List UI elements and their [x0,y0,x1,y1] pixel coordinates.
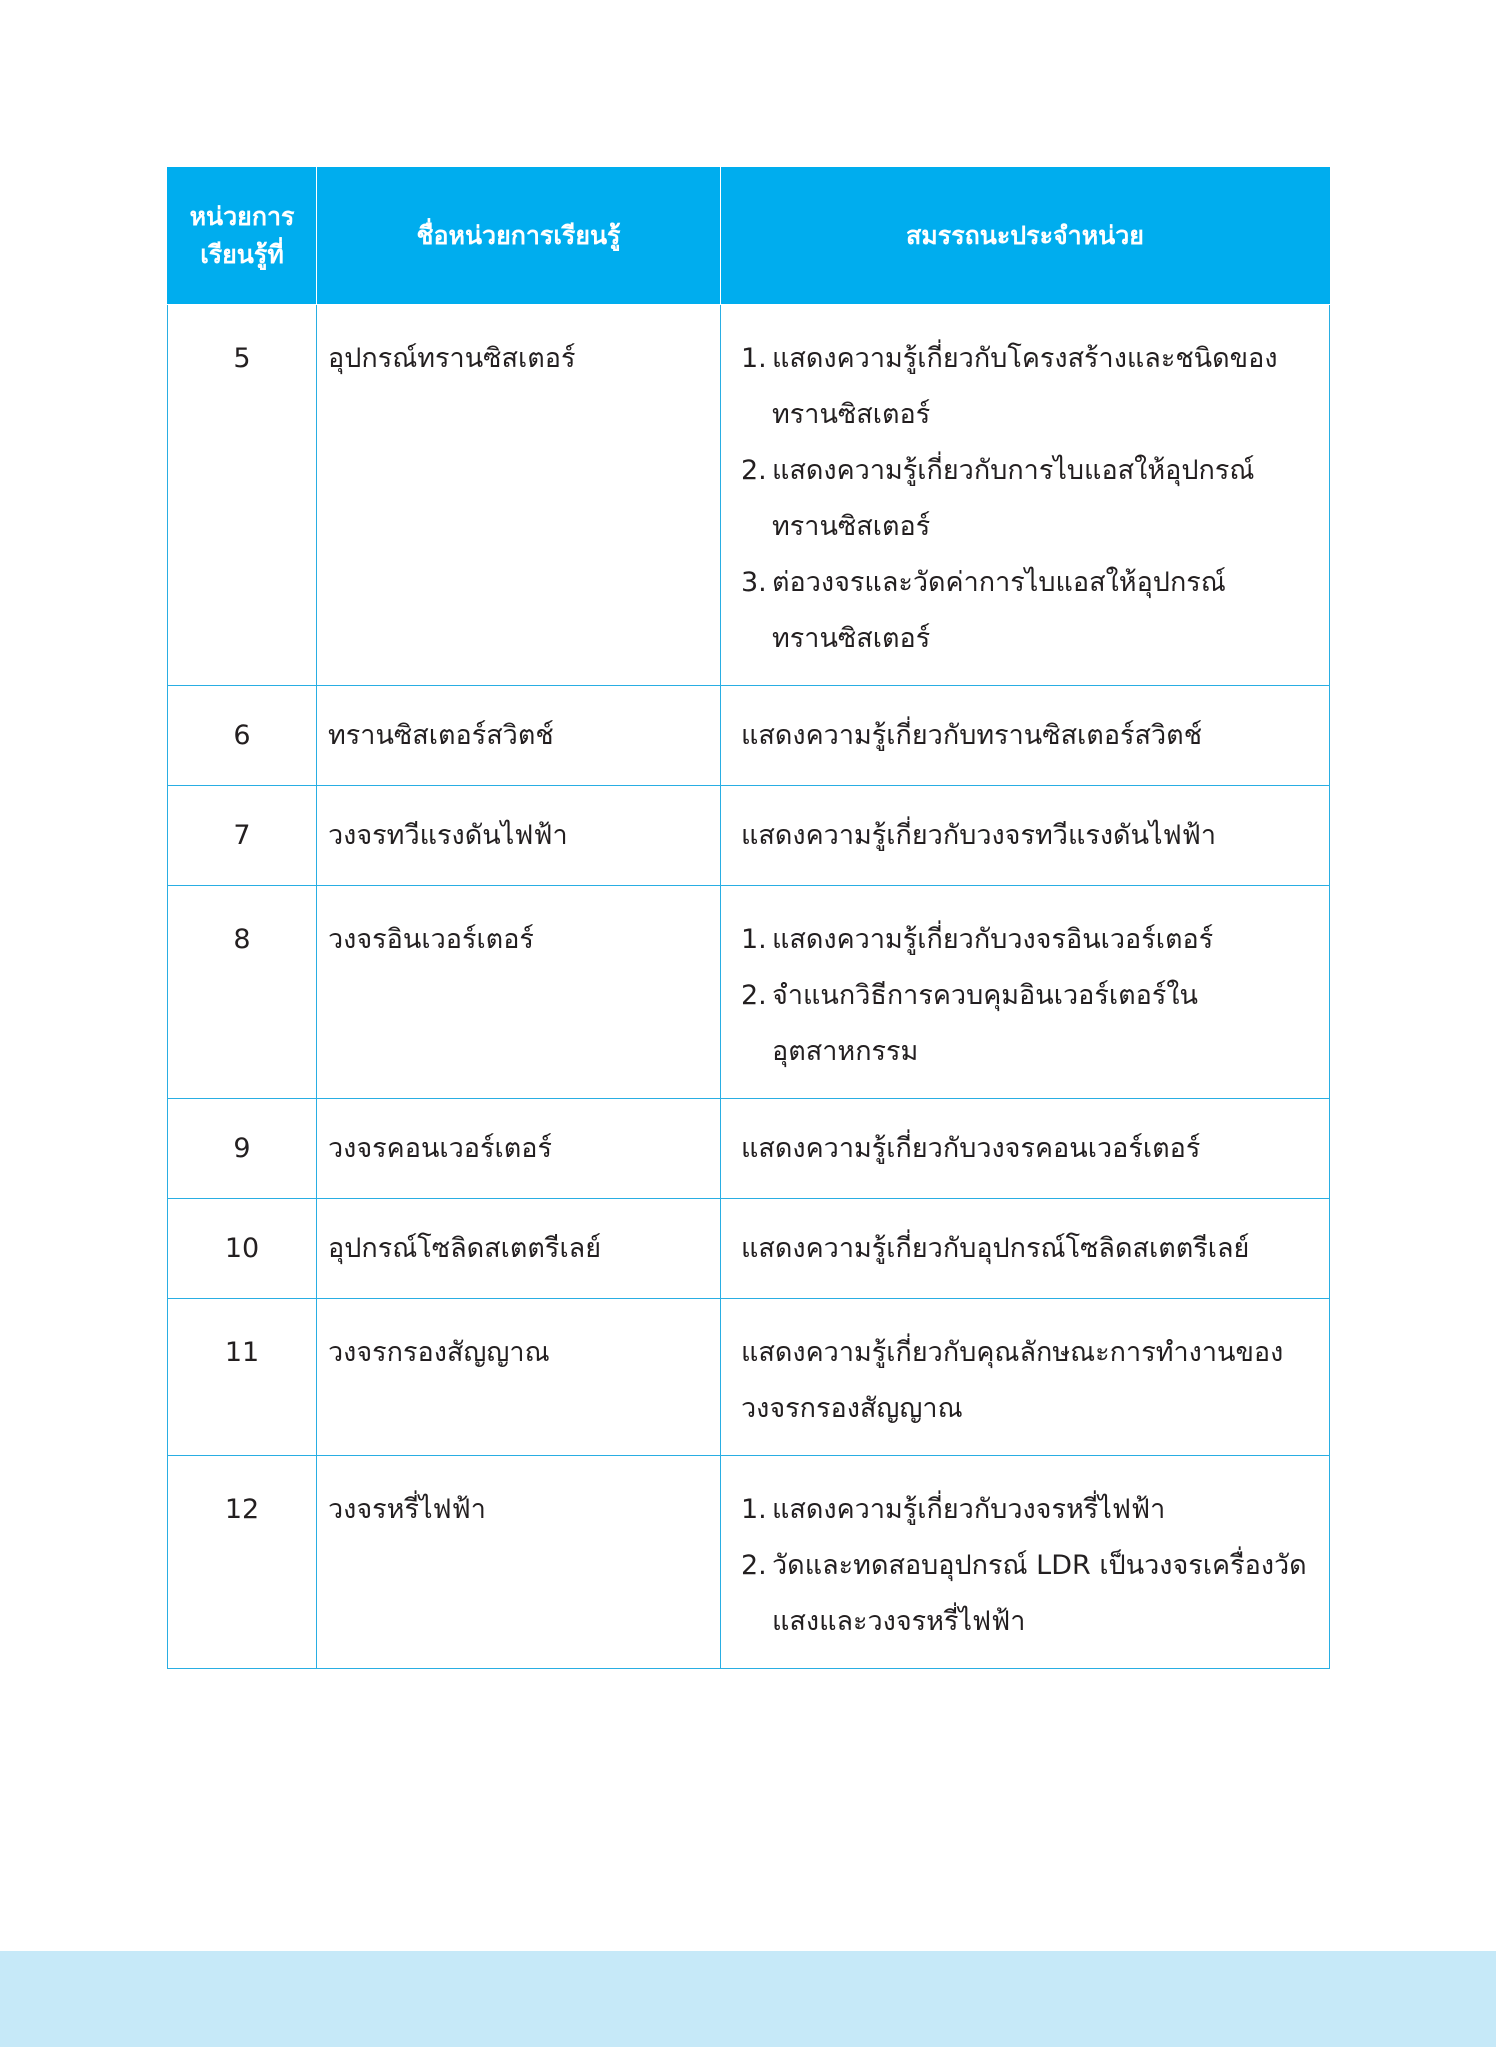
unit-name-cell: วงจรอินเวอร์เตอร์ [317,886,721,1099]
header-competency: สมรรถนะประจำหน่วย [721,168,1330,305]
competency-item-number: 3. [741,567,767,598]
competency-table [167,167,1330,1669]
table-header [168,168,1330,305]
competency-item [741,1121,1319,1177]
competency-item-text: วัดและทดสอบอุปกรณ์ LDR เป็นวงจรเครื่องวัดแสงและวงจรหรี่ไฟฟ้า [772,1550,1307,1637]
unit-number-cell: 7 [168,786,317,886]
competency-item-number: 2. [741,980,767,1011]
competency-item [741,708,1319,764]
competency-item-number: 2. [741,455,767,486]
competency-item-text: แสดงความรู้เกี่ยวกับคุณลักษณะการทำงานของวงจรกรองสัญญาณ [741,1337,1284,1424]
table-row [168,886,1330,1099]
table-row [168,1299,1330,1456]
competency-cell [721,1456,1330,1669]
competency-item-text: แสดงความรู้เกี่ยวกับวงจรคอนเวอร์เตอร์ [741,1132,1201,1164]
unit-number-cell: 8 [168,886,317,1099]
competency-item-number: 1. [741,343,767,374]
unit-number-cell: 10 [168,1199,317,1299]
competency-item [741,1325,1319,1437]
unit-number-cell: 11 [168,1299,317,1456]
unit-name-cell: อุปกรณ์ทรานซิสเตอร์ [317,305,721,686]
unit-number-cell: 5 [168,305,317,686]
unit-name-cell: วงจรคอนเวอร์เตอร์ [317,1099,721,1199]
header-row [168,168,1330,305]
competency-item-text: แสดงความรู้เกี่ยวกับวงจรอินเวอร์เตอร์ [772,924,1214,955]
unit-number-cell: 12 [168,1456,317,1669]
competency-cell [721,1299,1330,1456]
competency-item-text: แสดงความรู้เกี่ยวกับวงจรหรี่ไฟฟ้า [772,1494,1166,1525]
table-body [168,305,1330,1669]
table-row [168,1456,1330,1669]
unit-number-cell: 6 [168,686,317,786]
table-row [168,686,1330,786]
competency-item-text: แสดงความรู้เกี่ยวกับวงจรทวีแรงดันไฟฟ้า [741,819,1217,851]
header-unit-name: ชื่อหน่วยการเรียนรู้ [317,168,721,305]
competency-item-text: จำแนกวิธีการควบคุมอินเวอร์เตอร์ในอุตสาหกรรม [772,980,1198,1067]
competency-item-number: 1. [741,1494,767,1525]
competency-item [741,443,1319,555]
table-row [168,1199,1330,1299]
table-row [168,1099,1330,1199]
competency-item-number: 2. [741,1550,767,1581]
competency-item [741,331,1319,443]
unit-name-cell: ทรานซิสเตอร์สวิตช์ [317,686,721,786]
competency-item-text: แสดงความรู้เกี่ยวกับการไบแอสให้อุปกรณ์ทรานซิสเตอร์ [772,455,1255,542]
competency-item-text: แสดงความรู้เกี่ยวกับโครงสร้างและชนิดของทรานซิสเตอร์ [772,343,1278,430]
competency-item [741,1482,1319,1538]
unit-name-cell: อุปกรณ์โซลิดสเตตรีเลย์ [317,1199,721,1299]
competency-item-text: แสดงความรู้เกี่ยวกับอุปกรณ์โซลิดสเตตรีเลย์ [741,1232,1250,1264]
competency-item [741,1221,1319,1277]
competency-cell [721,886,1330,1099]
unit-number-cell: 9 [168,1099,317,1199]
competency-item [741,1538,1319,1650]
table-row [168,786,1330,886]
competency-cell [721,305,1330,686]
competency-item [741,555,1319,667]
unit-name-cell: วงจรหรี่ไฟฟ้า [317,1456,721,1669]
competency-item [741,912,1319,968]
unit-name-cell: วงจรกรองสัญญาณ [317,1299,721,1456]
competency-cell [721,1199,1330,1299]
competency-item-text: แสดงความรู้เกี่ยวกับทรานซิสเตอร์สวิตช์ [741,719,1203,751]
competency-item [741,808,1319,864]
competency-cell [721,686,1330,786]
competency-cell [721,786,1330,886]
competency-item [741,968,1319,1080]
competency-item-number: 1. [741,924,767,955]
table-row [168,305,1330,686]
competency-cell [721,1099,1330,1199]
footer-band [0,1951,1496,2047]
competency-item-text: ต่อวงจรและวัดค่าการไบแอสให้อุปกรณ์ทรานซิสเตอร์ [772,567,1226,654]
header-unit-number: หน่วยการเรียนรู้ที่ [168,168,317,305]
unit-name-cell: วงจรทวีแรงดันไฟฟ้า [317,786,721,886]
